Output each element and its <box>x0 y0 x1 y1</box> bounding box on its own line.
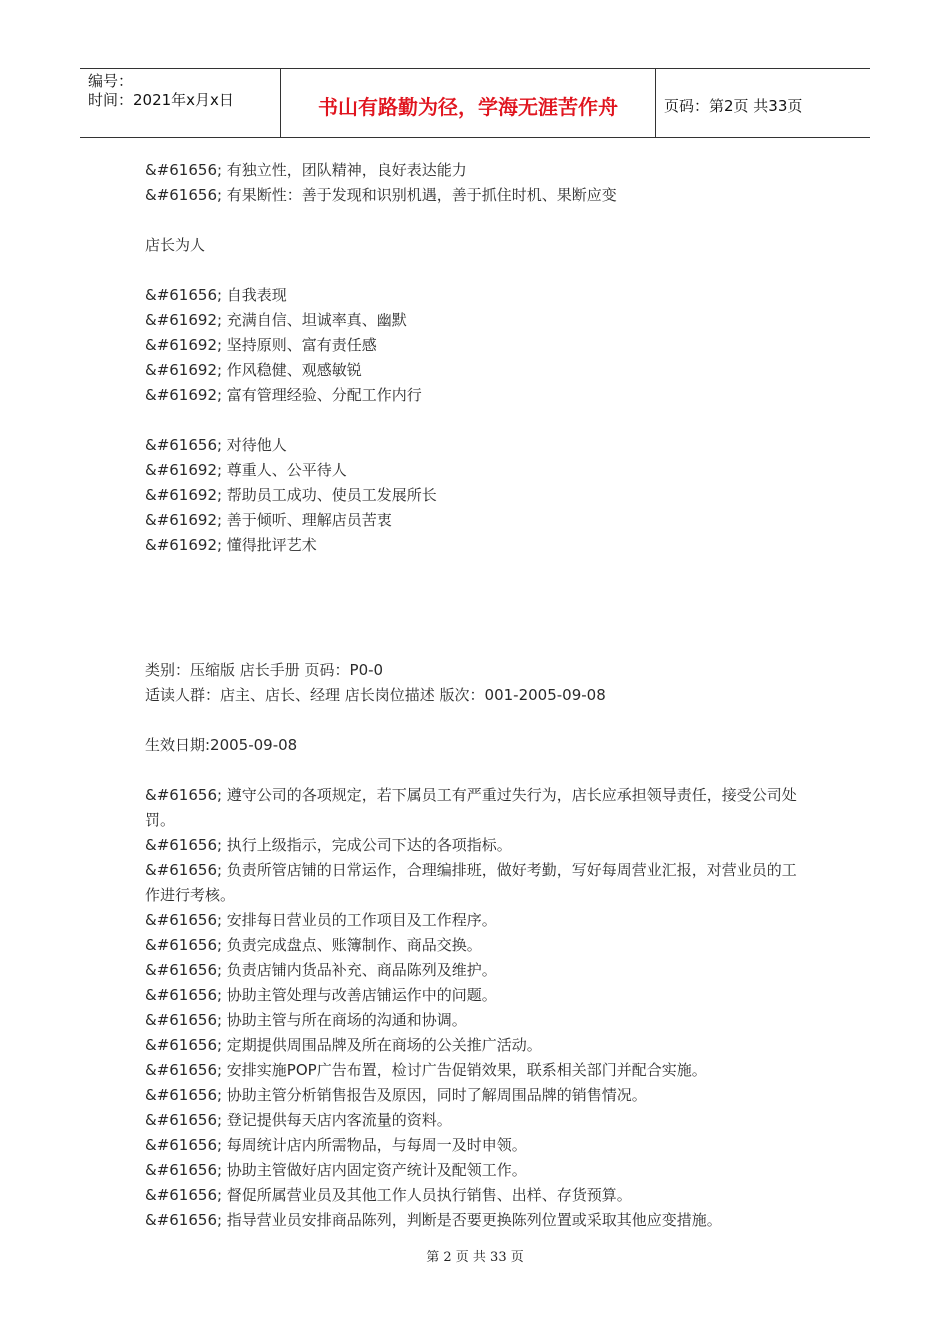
effective-date: 生效日期:2005-09-08 <box>145 736 298 754</box>
document-body <box>145 158 810 1233</box>
meta-line: 类别：压缩版 店长手册 页码：P0-0 <box>145 661 384 679</box>
list-item: &#61692; 帮助员工成功、使员工发展所长 <box>145 486 437 504</box>
list-item: &#61656; 对待他人 <box>145 436 287 454</box>
page-info: 页码：第2页 共33页 <box>664 96 803 115</box>
trait-line: &#61656; 有独立性，团队精神，良好表达能力 <box>145 161 467 179</box>
meta-line: 适读人群：店主、店长、经理 店长岗位描述 版次：001-2005-09-08 <box>145 686 606 704</box>
list-item: &#61692; 善于倾听、理解店员苦衷 <box>145 511 392 529</box>
list-item: &#61692; 作风稳健、观感敏锐 <box>145 361 362 379</box>
duty-item: &#61656; 负责所管店铺的日常运作，合理编排班，做好考勤，写好每周营业汇报，对营业员的工作进行考核。 <box>145 861 797 904</box>
list-item: &#61692; 富有管理经验、分配工作内行 <box>145 386 422 404</box>
document-header <box>80 68 870 138</box>
duty-item: &#61656; 协助主管分析销售报告及原因，同时了解周围品牌的销售情况。 <box>145 1086 647 1104</box>
page-footer <box>0 1246 950 1265</box>
duty-item: &#61656; 遵守公司的各项规定，若下属员工有严重过失行为，店长应承担领导责任，接受公司处罚。 <box>145 786 797 829</box>
duty-item: &#61656; 安排实施POP广告布置，检讨广告促销效果，联系相关部门并配合实施。 <box>145 1061 707 1079</box>
duty-item: &#61656; 指导营业员安排商品陈列，判断是否要更换陈列位置或采取其他应变措施。 <box>145 1211 722 1229</box>
footer-page-number: 第 2 页 共 33 页 <box>426 1250 524 1265</box>
duty-item: &#61656; 每周统计店内所需物品，与每周一及时申领。 <box>145 1136 527 1154</box>
duty-item: &#61656; 协助主管处理与改善店铺运作中的问题。 <box>145 986 497 1004</box>
header-page-cell <box>656 69 870 137</box>
section-title: 店长为人 <box>145 236 206 254</box>
duty-item: &#61656; 协助主管做好店内固定资产统计及配领工作。 <box>145 1161 527 1179</box>
list-item: &#61656; 自我表现 <box>145 286 287 304</box>
list-item: &#61692; 懂得批评艺术 <box>145 536 317 554</box>
duty-item: &#61656; 定期提供周围品牌及所在商场的公关推广活动。 <box>145 1036 542 1054</box>
list-item: &#61692; 坚持原则、富有责任感 <box>145 336 377 354</box>
time-label: 时间：2021年x月x日 <box>88 91 234 109</box>
duty-item: &#61656; 督促所属营业员及其他工作人员执行销售、出样、存货预算。 <box>145 1186 632 1204</box>
duty-item: &#61656; 负责完成盘点、账簿制作、商品交换。 <box>145 936 482 954</box>
header-motto-cell <box>281 69 656 137</box>
header-info-cell <box>80 69 281 137</box>
duty-item: &#61656; 登记提供每天店内客流量的资料。 <box>145 1111 452 1129</box>
duty-item: &#61656; 协助主管与所在商场的沟通和协调。 <box>145 1011 467 1029</box>
duty-item: &#61656; 安排每日营业员的工作项目及工作程序。 <box>145 911 497 929</box>
list-item: &#61692; 充满自信、坦诚率真、幽默 <box>145 311 407 329</box>
list-item: &#61692; 尊重人、公平待人 <box>145 461 347 479</box>
motto-text: 书山有路勤为径，学海无涯苦作舟 <box>318 94 618 119</box>
duty-item: &#61656; 执行上级指示，完成公司下达的各项指标。 <box>145 836 512 854</box>
number-label: 编号： <box>88 72 134 90</box>
duty-item: &#61656; 负责店铺内货品补充、商品陈列及维护。 <box>145 961 497 979</box>
trait-line: &#61656; 有果断性：善于发现和识别机遇，善于抓住时机、果断应变 <box>145 186 617 204</box>
